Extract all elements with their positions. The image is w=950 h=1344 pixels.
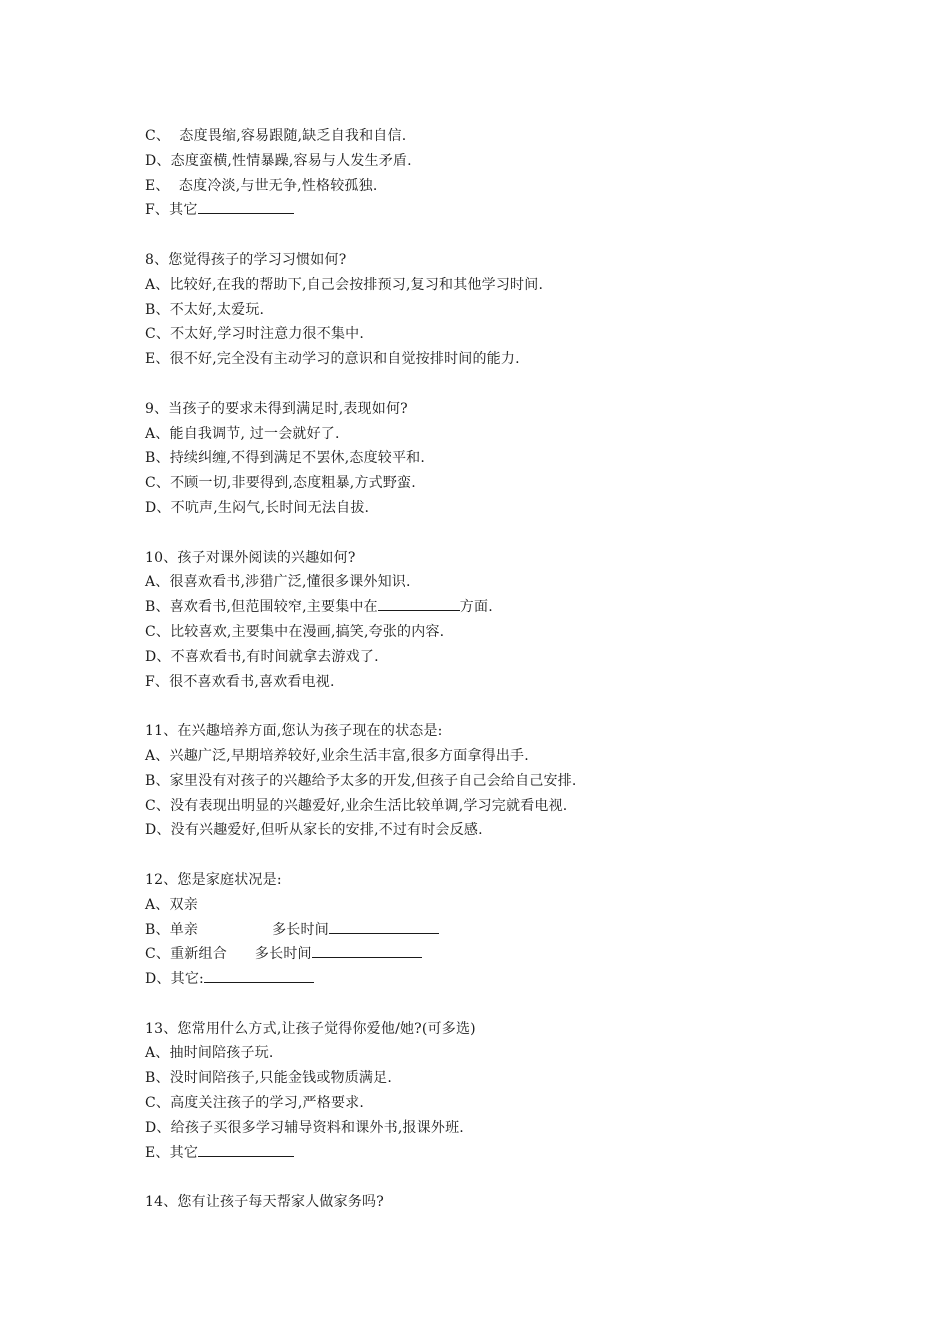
q12-option-c-label: C、重新组合 [145, 946, 227, 963]
q11-option-b: B、家里没有对孩子的兴趣给予太多的开发,但孩子自己会给自己安排. [145, 772, 577, 789]
q10-option-f: F、很不喜欢看书,喜欢看电视. [145, 673, 335, 690]
q14-title: 14、您有让孩子每天帮家人做家务吗? [145, 1194, 384, 1211]
q9-title: 9、当孩子的要求未得到满足时,表现如何? [145, 400, 408, 417]
q9-option-c: C、不顾一切,非要得到,态度粗暴,方式野蛮. [145, 475, 416, 492]
q11-option-d: D、没有兴趣爱好,但听从家长的安排,不过有时会反感. [145, 822, 483, 839]
q12-option-b [145, 918, 865, 943]
q7-option-c: C、 态度畏缩,容易跟随,缺乏自我和自信. [145, 128, 407, 144]
q12-option-a: A、双亲 [145, 896, 198, 913]
q12-option-d [145, 967, 865, 992]
q11-option-a: A、兴趣广泛,早期培养较好,业余生活丰富,很多方面拿得出手. [145, 747, 529, 764]
q12-option-c [145, 942, 865, 967]
q12-other-blank[interactable] [204, 968, 314, 983]
q7-other-blank[interactable] [198, 199, 294, 214]
q10-option-b-pre: B、喜欢看书,但范围较窄,主要集中在 [145, 599, 378, 616]
q9-option-a: A、能自我调节, 过一会就好了. [145, 425, 340, 442]
q10-topic-blank[interactable] [378, 596, 460, 611]
q13-option-e [145, 1141, 865, 1166]
q12-option-b-label: B、单亲 [145, 921, 199, 938]
questionnaire-page [145, 124, 865, 1215]
q10-option-b [145, 595, 865, 620]
q12-single-parent-time-blank[interactable] [329, 919, 439, 934]
q13-title: 13、您常用什么方式,让孩子觉得你爱他/她?(可多选) [145, 1020, 476, 1037]
q10-title: 10、孩子对课外阅读的兴趣如何? [145, 549, 356, 566]
q12-title: 12、您是家庭状况是: [145, 871, 282, 888]
q13-option-d: D、给孩子买很多学习辅导资料和课外书,报课外班. [145, 1119, 464, 1136]
q10-option-b-post: 方面. [459, 599, 493, 616]
q10-option-c: C、比较喜欢,主要集中在漫画,搞笑,夸张的内容. [145, 623, 445, 640]
q11-option-c: C、没有表现出明显的兴趣爱好,业余生活比较单调,学习完就看电视. [145, 797, 568, 814]
q13-other-blank[interactable] [198, 1142, 294, 1157]
q10-option-d: D、不喜欢看书,有时间就拿去游戏了. [145, 648, 379, 665]
q8-title: 8、您觉得孩子的学习习惯如何? [145, 251, 347, 268]
q7-option-d: D、态度蛮横,性情暴躁,容易与人发生矛盾. [145, 152, 412, 169]
q7-option-e: E、 态度冷淡,与世无争,性格较孤独. [145, 177, 378, 194]
q9-option-b: B、持续纠缠,不得到满足不罢休,态度较平和. [145, 450, 426, 467]
q8-option-e: E、很不好,完全没有主动学习的意识和自觉按排时间的能力. [145, 351, 520, 368]
q9-option-d: D、不吭声,生闷气,长时间无法自拔. [145, 499, 370, 516]
q13-option-c: C、高度关注孩子的学习,严格要求. [145, 1095, 365, 1112]
q11-title: 11、在兴趣培养方面,您认为孩子现在的状态是: [145, 723, 443, 740]
q12-option-c-time-label: 多长时间 [254, 946, 312, 963]
q13-option-e-label: E、其它 [145, 1144, 199, 1161]
q13-option-b: B、没时间陪孩子,只能金钱或物质满足. [145, 1070, 392, 1087]
q12-option-b-time-label: 多长时间 [272, 921, 329, 938]
q10-option-a: A、很喜欢看书,涉猎广泛,懂很多课外知识. [145, 574, 411, 591]
q8-option-c: C、不太好,学习时注意力很不集中. [145, 326, 365, 343]
q13-option-a: A、抽时间陪孩子玩. [145, 1045, 274, 1062]
q12-option-d-label: D、其它: [145, 971, 204, 988]
q8-option-a: A、比较好,在我的帮助下,自己会按排预习,复习和其他学习时间. [145, 276, 544, 293]
q7-option-f-label: F、其它 [145, 202, 198, 219]
q8-option-b: B、不太好,太爱玩. [145, 301, 265, 318]
q12-remarried-time-blank[interactable] [312, 943, 422, 958]
q7-option-f [145, 198, 865, 223]
